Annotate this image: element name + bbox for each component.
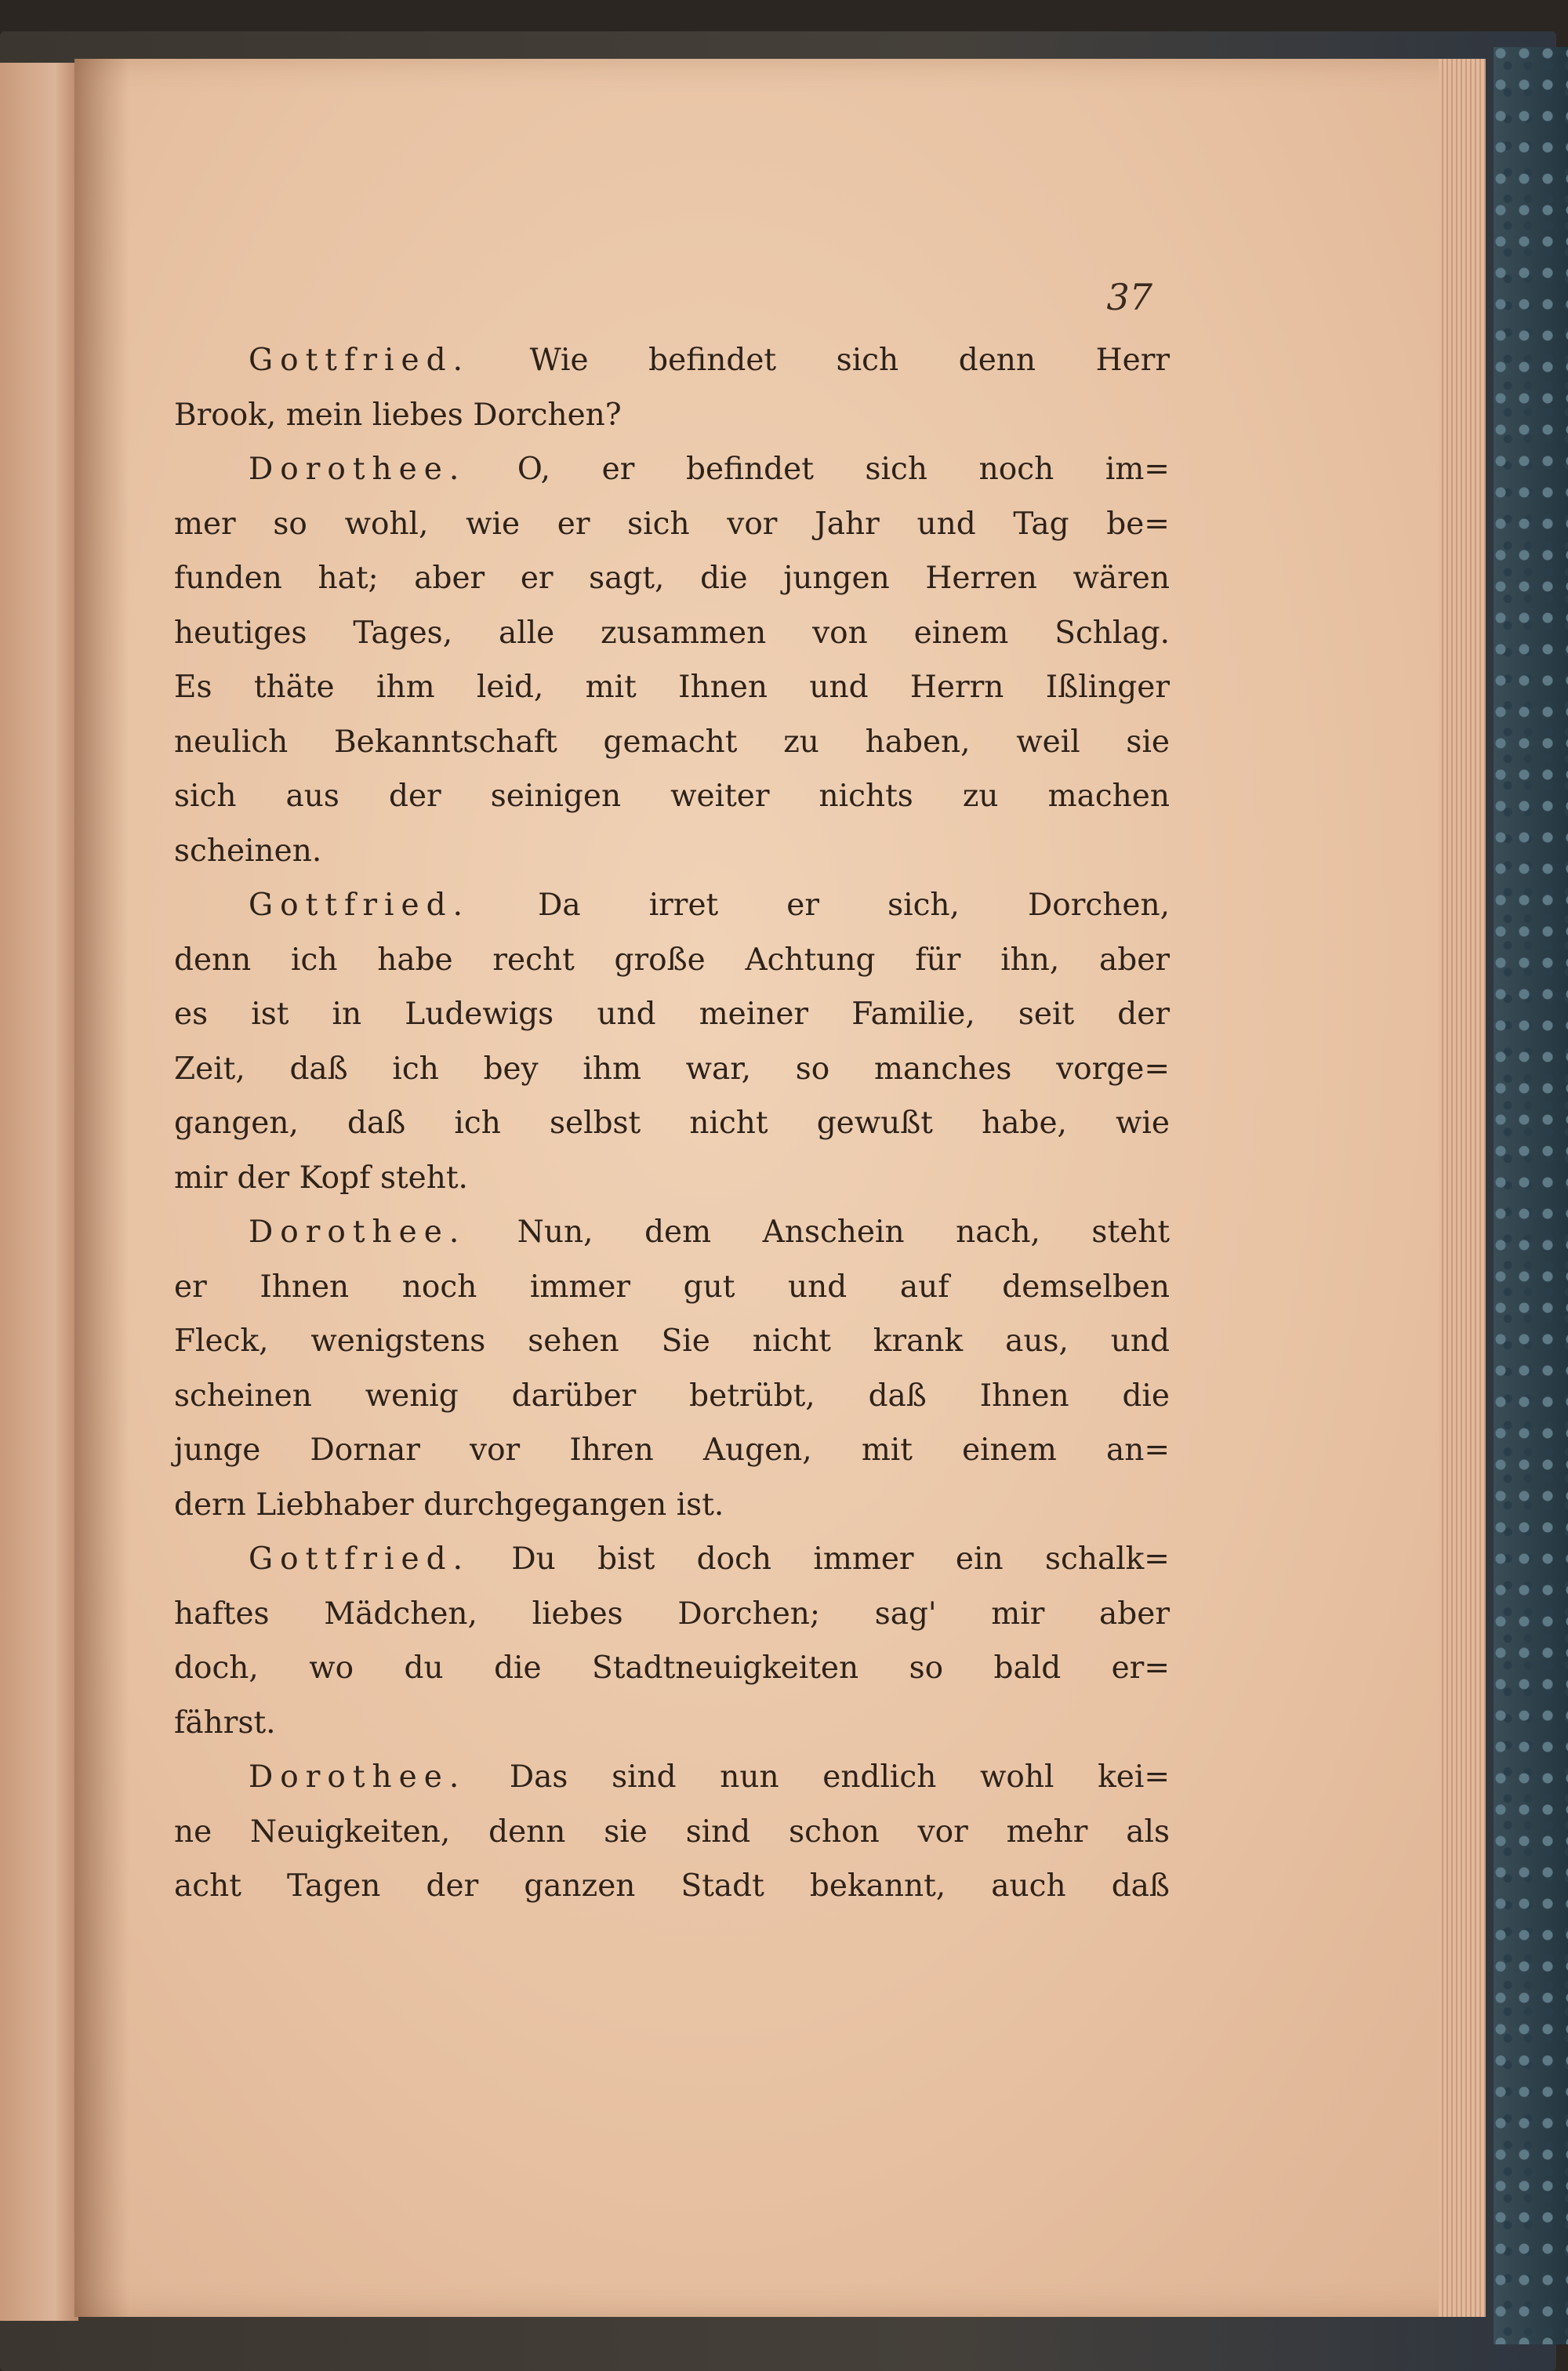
text-line: Fleck, wenigstens sehen Sie nicht krank aus, und (174, 1323, 1170, 1359)
text-line: doch, wo du die Stadtneuigkeiten so bald er= (174, 1650, 1170, 1686)
speaker-name: Dorothee. (249, 1759, 466, 1795)
marbled-cover-edge (1494, 47, 1568, 2344)
text-line: mer so wohl, wie er sich vor Jahr und Tag be= (174, 506, 1170, 542)
text-line: Brook, mein liebes Dorchen? (174, 397, 622, 433)
text-line: Dorothee. Das sind nun endlich wohl kei= (249, 1759, 1170, 1795)
facing-page-edge (0, 63, 78, 2321)
speaker-name: Dorothee. (249, 1215, 466, 1250)
text-line: funden hat; aber er sagt, die jungen Herren wären (174, 561, 1170, 596)
page-gutter-shadow (74, 59, 129, 2317)
text-line: Dorothee. O, er befindet sich noch im= (249, 452, 1170, 487)
text-line: sich aus der seinigen weiter nichts zu machen (174, 779, 1170, 814)
text-line: scheinen wenig darüber betrübt, daß Ihnen die (174, 1378, 1170, 1414)
text-line: haftes Mädchen, liebes Dorchen; sag' mir aber (174, 1596, 1170, 1632)
text-line: Es thäte ihm leid, mit Ihnen und Herrn Ißlinger (174, 670, 1170, 705)
page-number: 37 (1106, 276, 1152, 318)
text-line: Gottfried. Wie befindet sich denn Herr (249, 343, 1170, 378)
text-line: denn ich habe recht große Achtung für ihn, aber (174, 942, 1170, 978)
text-line: heutiges Tages, alle zusammen von einem Schlag. (174, 615, 1170, 651)
text-line: es ist in Ludewigs und meiner Familie, seit der (174, 997, 1170, 1032)
text-line: ne Neuigkeiten, denn sie sind schon vor mehr als (174, 1814, 1170, 1850)
speaker-name: Gottfried. (249, 1541, 470, 1577)
text-line: Gottfried. Da irret er sich, Dorchen, (249, 888, 1170, 923)
text-line: mir der Kopf steht. (174, 1160, 468, 1196)
text-line: junge Dornar vor Ihren Augen, mit einem an= (174, 1432, 1170, 1468)
text-line: Dorothee. Nun, dem Anschein nach, steht (249, 1215, 1170, 1250)
body-text (174, 333, 1170, 1914)
text-line: er Ihnen noch immer gut und auf demselben (174, 1269, 1170, 1305)
page-stack-edge (1439, 59, 1486, 2317)
text-line: fährst. (174, 1705, 276, 1741)
speaker-name: Dorothee. (249, 452, 466, 487)
speaker-name: Gottfried. (249, 888, 470, 923)
text-line: gangen, daß ich selbst nicht gewußt habe, wie (174, 1106, 1170, 1141)
text-line: scheinen. (174, 833, 322, 869)
text-line: dern Liebhaber durchgegangen ist. (174, 1487, 724, 1523)
text-line: neulich Bekanntschaft gemacht zu haben, weil sie (174, 724, 1170, 760)
speaker-name: Gottfried. (249, 343, 470, 378)
text-line: Zeit, daß ich bey ihm war, so manches vorge= (174, 1051, 1170, 1087)
text-line: acht Tagen der ganzen Stadt bekannt, auch daß (174, 1868, 1170, 1904)
text-line: Gottfried. Du bist doch immer ein schalk= (249, 1541, 1170, 1577)
